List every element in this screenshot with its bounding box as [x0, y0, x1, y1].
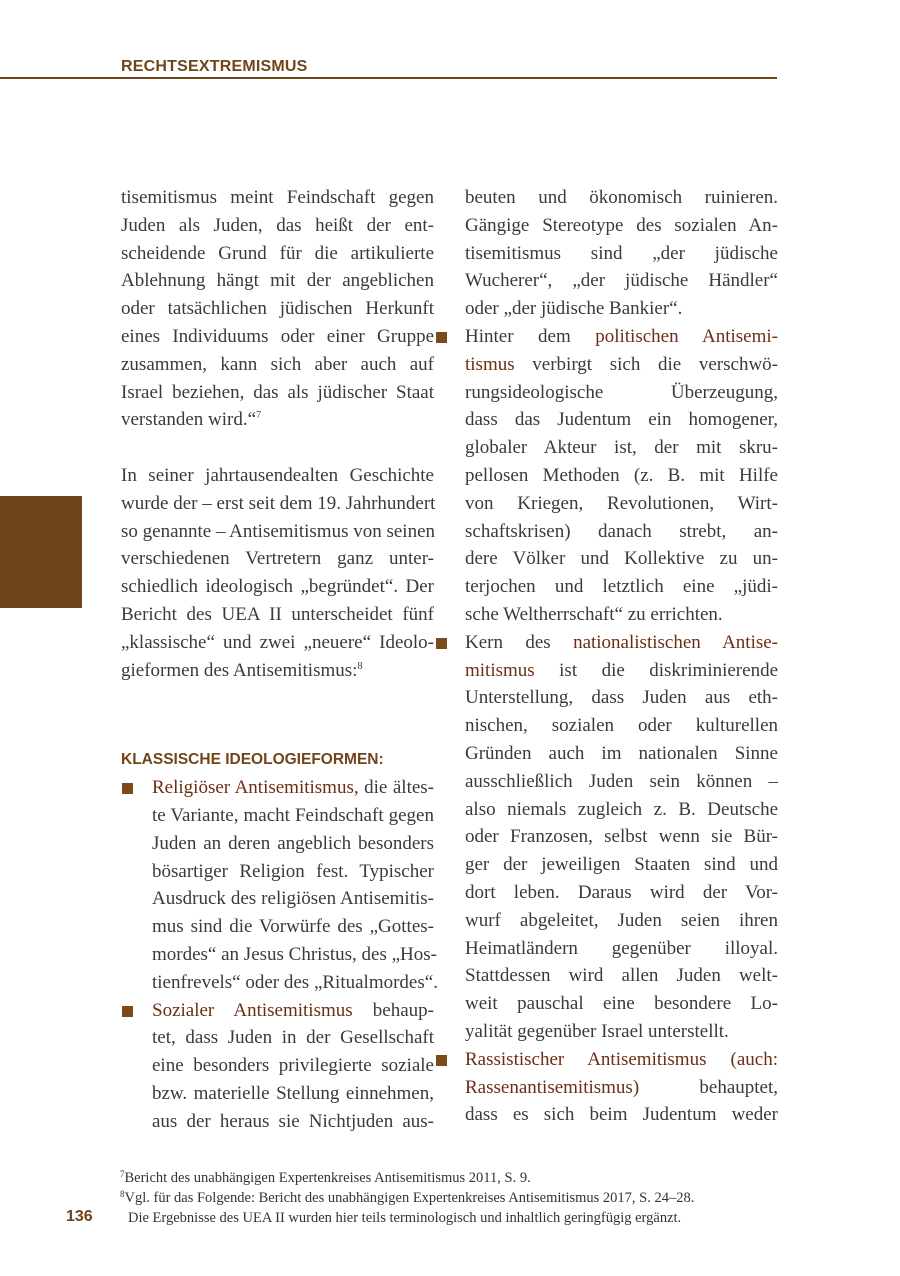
intro-paragraph [121, 462, 434, 684]
text-line: Juden an deren angeblich besonders [152, 832, 434, 854]
header-rule [0, 77, 777, 79]
square-bullet-icon [436, 638, 447, 649]
text-fragment: die ältes- [358, 777, 434, 799]
section-subheading: KLASSISCHE IDEOLOGIEFORMEN: [121, 751, 384, 769]
footnote-8-continuation: Die Ergebnisse des UEA II wurden hier teils terminologisch und inhaltlich geringfügig ergänzt. [128, 1210, 682, 1226]
footnote-text: Vgl. für das Folgende: Bericht des unabhängigen Expertenkreises Antisemitismus 2017, S. 24–28. [124, 1190, 695, 1206]
footnote-7 [120, 1168, 770, 1188]
text-line [465, 629, 778, 657]
text-line: sche Weltherrschaft“ zu errichten. [465, 603, 723, 625]
highlighted-term: Rassistischer Antisemitismus (auch: [465, 1048, 778, 1070]
running-head-title: RECHTSEXTREMISMUS [121, 58, 308, 75]
text-line [152, 997, 434, 1025]
list-item-racist-antisemitism [436, 1046, 778, 1129]
text-line: tienfrevels“ oder des „Ritualmordes“. [152, 971, 438, 993]
text-line: rungsideologische Überzeugung, [465, 381, 778, 403]
text-line: scheidende Grund für die artikulierte [121, 242, 434, 264]
text-line [121, 406, 434, 434]
text-line [465, 1074, 778, 1102]
text-line: schiedlich ideologisch „begründet“. Der [121, 576, 434, 598]
square-bullet-icon [122, 783, 133, 794]
text-line [465, 351, 778, 379]
text-line: Bericht des UEA II unterscheidet fünf [121, 603, 434, 625]
square-bullet-icon [436, 1055, 447, 1066]
footnote-number: 8 [120, 1189, 125, 1199]
text-line: Gründen auch im nationalen Sinne [465, 742, 778, 764]
list-item-social-antisemitism [121, 997, 434, 1136]
text-fragment: Hinter dem [465, 325, 596, 347]
text-line: von Kriegen, Revolutionen, Wirt- [465, 492, 778, 514]
list-item-religious-antisemitism [121, 774, 438, 996]
text-line: yalität gegenüber Israel unterstellt. [465, 1020, 729, 1042]
right-column [465, 184, 778, 1129]
square-bullet-icon [436, 332, 447, 343]
highlighted-term: politischen Antisemi- [595, 325, 778, 347]
list-item-nationalist-antisemitism [436, 629, 778, 1046]
text-line: Wucherer“, „der jüdische Händler“ [465, 270, 778, 292]
text-line: aus der heraus sie Nichtjuden aus- [152, 1110, 434, 1132]
text-line: dass das Judentum ein homogener, [465, 409, 778, 431]
text-line: wurde der – erst seit dem 19. Jahrhundert [121, 492, 436, 514]
text-line: „klassische“ und zwei „neuere“ Ideolo- [121, 631, 434, 653]
text-line: In seiner jahrtausendealten Geschichte [121, 464, 434, 486]
text-line: bzw. materielle Stellung einnehmen, [152, 1082, 434, 1104]
quote-paragraph [121, 184, 434, 434]
left-column [121, 184, 438, 1136]
text-line: tisemitismus sind „der jüdische [465, 242, 778, 264]
text-line: weit pauschal eine besondere Lo- [465, 993, 778, 1015]
paragraph-spacer [121, 434, 434, 462]
footnote-8 [120, 1188, 770, 1208]
text-line: ausschließlich Juden sein können – [465, 770, 778, 792]
text-line: Ausdruck des religiösen Antisemitis- [152, 888, 434, 910]
text-fragment: verstanden wird.“ [121, 409, 257, 431]
text-fragment: Kern des [465, 631, 574, 653]
text-line: ger der jeweiligen Staaten sind und [465, 854, 778, 876]
text-line [152, 774, 434, 802]
footnote-number: 7 [120, 1169, 125, 1179]
text-line [465, 1046, 778, 1074]
text-line: dort leben. Daraus wird der Vor- [465, 881, 778, 903]
text-line: Unterstellung, dass Juden aus eth- [465, 687, 778, 709]
text-line [121, 657, 434, 685]
text-line: zusammen, kann sich aber auch auf [121, 353, 434, 375]
text-line: Heimatländern gegenüber illoyal. [465, 937, 778, 959]
text-line: oder „der jüdische Bankier“. [465, 298, 683, 320]
text-line: terjochen und letztlich eine „jüdi- [465, 576, 778, 598]
text-fragment: behauptet, [639, 1076, 778, 1098]
text-fragment: gieformen des Antisemitismus: [121, 659, 358, 681]
highlighted-term: Sozialer Antisemitismus [152, 999, 353, 1021]
text-line: oder tatsächlichen jüdischen Herkunft [121, 298, 434, 320]
text-line: schaftskrisen) danach strebt, an- [465, 520, 778, 542]
highlighted-term: mitismus [465, 659, 535, 681]
text-line: Juden als Juden, das heißt der ent- [121, 214, 434, 236]
footnote-text: Bericht des unabhängigen Expertenkreises Antisemitismus 2011, S. 9. [124, 1170, 531, 1186]
text-fragment: verbirgt sich die verschwö- [514, 353, 778, 375]
highlighted-term: Rassenantisemitismus) [465, 1076, 640, 1098]
text-line: so genannte – Antisemitismus von seinen [121, 520, 436, 542]
square-bullet-icon [122, 1006, 133, 1017]
text-line: Gängige Stereotype des sozialen An- [465, 214, 778, 236]
text-line: eines Individuums oder einer Gruppe [121, 325, 434, 347]
text-line: dass es sich beim Judentum weder [465, 1104, 778, 1126]
text-line: oder Franzosen, selbst wenn sie Bür- [465, 826, 778, 848]
highlighted-term: tismus [465, 353, 515, 375]
chapter-thumb-tab [0, 496, 82, 608]
highlighted-term: nationalistischen Antise- [573, 631, 779, 653]
text-line: tisemitismus meint Feindschaft gegen [121, 187, 434, 208]
text-line: also niemals zugleich z. B. Deutsche [465, 798, 778, 820]
text-line: beuten und ökonomisch ruinieren. [465, 187, 778, 208]
footnote-ref-8[interactable]: 8 [357, 660, 363, 672]
footnotes [120, 1168, 770, 1228]
text-line [465, 657, 778, 685]
text-line: Israel beziehen, das als jüdischer Staat [121, 381, 434, 403]
text-line: dere Völker und Kollektive zu un- [465, 548, 778, 570]
text-line: tet, dass Juden in der Gesellschaft [152, 1027, 434, 1049]
list-item-political-antisemitism [436, 323, 778, 629]
text-line: bösartiger Religion fest. Typischer [152, 860, 434, 882]
social-antisemitism-continuation [465, 184, 778, 323]
section-spacer [121, 684, 434, 746]
text-line: te Variante, macht Feindschaft gegen [152, 804, 434, 826]
text-line [465, 323, 778, 351]
text-line: eine besonders privilegierte soziale [152, 1055, 434, 1077]
highlighted-term: Religiöser Antisemitismus, [152, 777, 359, 799]
text-fragment: behaup- [352, 999, 434, 1021]
footnote-ref-7[interactable]: 7 [256, 410, 262, 422]
text-line: verschiedenen Vertretern ganz unter- [121, 548, 434, 570]
text-line: mordes“ an Jesus Christus, des „Hos- [152, 943, 437, 965]
page-number: 136 [66, 1208, 93, 1225]
text-fragment: ist die diskriminierende [534, 659, 778, 681]
text-line: pellosen Methoden (z. B. mit Hilfe [465, 464, 778, 486]
text-line: Ablehnung hängt mit der angeblichen [121, 270, 434, 292]
text-line: wurf abgeleitet, Juden seien ihren [465, 909, 778, 931]
text-line: globaler Akteur ist, der mit skru- [465, 437, 778, 459]
text-line: Stattdessen wird allen Juden welt- [465, 965, 778, 987]
text-line: mus sind die Vorwürfe des „Gottes- [152, 916, 434, 938]
text-line: nischen, sozialen oder kulturellen [465, 715, 778, 737]
